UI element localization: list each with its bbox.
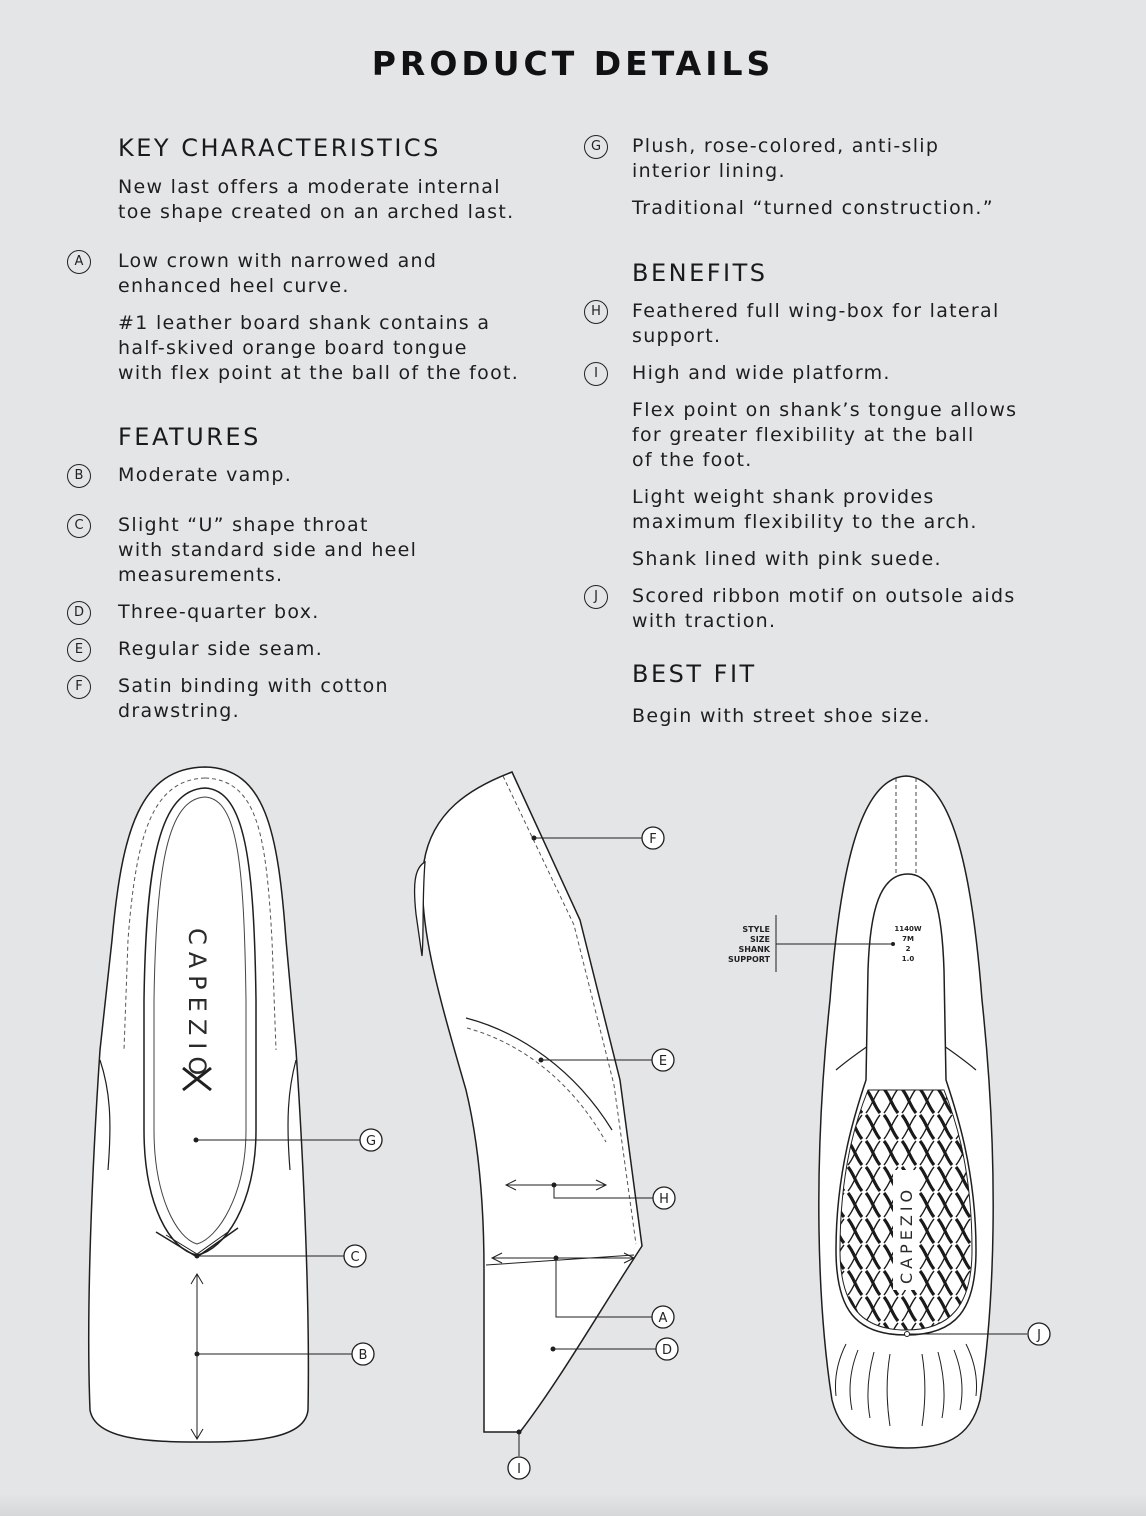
shoe-top-view xyxy=(89,767,360,1442)
callout-b xyxy=(352,1343,374,1365)
svg-text:I: I xyxy=(517,1462,521,1477)
lining-description: Plush, rose-colored, anti-slip interior lining. xyxy=(632,135,940,182)
benefit-ribbon-motif: Scored ribbon motif on outsole aids with traction. xyxy=(632,585,1016,632)
benefit-suede: Shank lined with pink suede. xyxy=(632,548,942,570)
shoe-side-view xyxy=(415,772,656,1456)
features-heading: FEATURES xyxy=(118,423,261,451)
svg-text:H: H xyxy=(659,1192,669,1207)
feature-box: Three-quarter box. xyxy=(118,601,320,623)
marker-f: F xyxy=(67,675,91,699)
svg-text:C: C xyxy=(350,1250,360,1265)
svg-text:E: E xyxy=(658,1054,668,1069)
benefit-wing-box: Feathered full wing-box for lateral support. xyxy=(632,300,1000,347)
spec-label-style: STYLE xyxy=(742,925,770,934)
spec-value-size: 7M xyxy=(902,935,914,943)
shoe-diagram xyxy=(0,750,1146,1494)
marker-e: E xyxy=(67,638,91,662)
callout-c xyxy=(344,1245,366,1267)
shoe-sole-view xyxy=(728,776,1027,1448)
key-characteristics-heading: KEY CHARACTERISTICS xyxy=(118,134,441,162)
crown-description: Low crown with narrowed and enhanced heel curve. xyxy=(118,250,438,297)
outsole-brand: CAPEZIO xyxy=(897,1185,916,1284)
marker-j: J xyxy=(584,585,608,609)
spec-value-shank: 2 xyxy=(905,945,911,953)
insole-brand: CAPEZIO xyxy=(183,928,211,1083)
callout-i xyxy=(508,1457,530,1479)
spec-value-support: 1.0 xyxy=(901,955,915,963)
callout-h xyxy=(653,1187,675,1209)
marker-c: C xyxy=(67,514,91,538)
svg-text:D: D xyxy=(661,1343,673,1358)
benefit-platform: High and wide platform. xyxy=(632,362,891,384)
callout-g xyxy=(360,1129,382,1151)
shank-description: #1 leather board shank contains a half-skived orange board tongue with flex point at the ball of the foot. xyxy=(118,312,520,384)
spec-label-shank: SHANK xyxy=(738,945,770,954)
spec-value-style: 1140W xyxy=(894,925,922,933)
svg-text:B: B xyxy=(358,1348,368,1363)
feature-binding: Satin binding with cotton drawstring. xyxy=(118,675,389,722)
callout-e xyxy=(652,1049,674,1071)
svg-text:J: J xyxy=(1037,1328,1041,1343)
bottom-edge xyxy=(0,1494,1146,1516)
spec-label-support: SUPPORT xyxy=(727,955,770,964)
callout-a xyxy=(652,1306,674,1328)
benefit-light-shank: Light weight shank provides maximum flexibility to the arch. xyxy=(632,486,978,533)
callout-j xyxy=(1028,1323,1050,1345)
feature-vamp: Moderate vamp. xyxy=(118,464,293,486)
feature-seam: Regular side seam. xyxy=(118,638,324,660)
marker-g: G xyxy=(584,135,608,159)
svg-text:G: G xyxy=(365,1134,377,1149)
callout-d xyxy=(656,1338,678,1360)
marker-h: H xyxy=(584,300,608,324)
marker-i: I xyxy=(584,362,608,386)
marker-d: D xyxy=(67,601,91,625)
callout-f xyxy=(642,827,664,849)
spec-label-size: SIZE xyxy=(749,935,770,944)
svg-text:F: F xyxy=(649,832,657,847)
best-fit-heading: BEST FIT xyxy=(632,660,757,688)
marker-a: A xyxy=(67,250,91,274)
best-fit-text: Begin with street shoe size. xyxy=(632,705,931,727)
benefits-heading: BENEFITS xyxy=(632,259,768,287)
marker-b: B xyxy=(67,464,91,488)
key-characteristics-intro: New last offers a moderate internal toe shape created on an arched last. xyxy=(118,176,515,223)
feature-throat: Slight “U” shape throat with standard side and heel measurements. xyxy=(118,514,418,586)
construction-description: Traditional “turned construction.” xyxy=(632,197,994,219)
page-title: PRODUCT DETAILS xyxy=(371,44,775,83)
svg-text:A: A xyxy=(658,1311,668,1326)
benefit-flex-point: Flex point on shank’s tongue allows for greater flexibility at the ball of the foot. xyxy=(632,399,1018,471)
